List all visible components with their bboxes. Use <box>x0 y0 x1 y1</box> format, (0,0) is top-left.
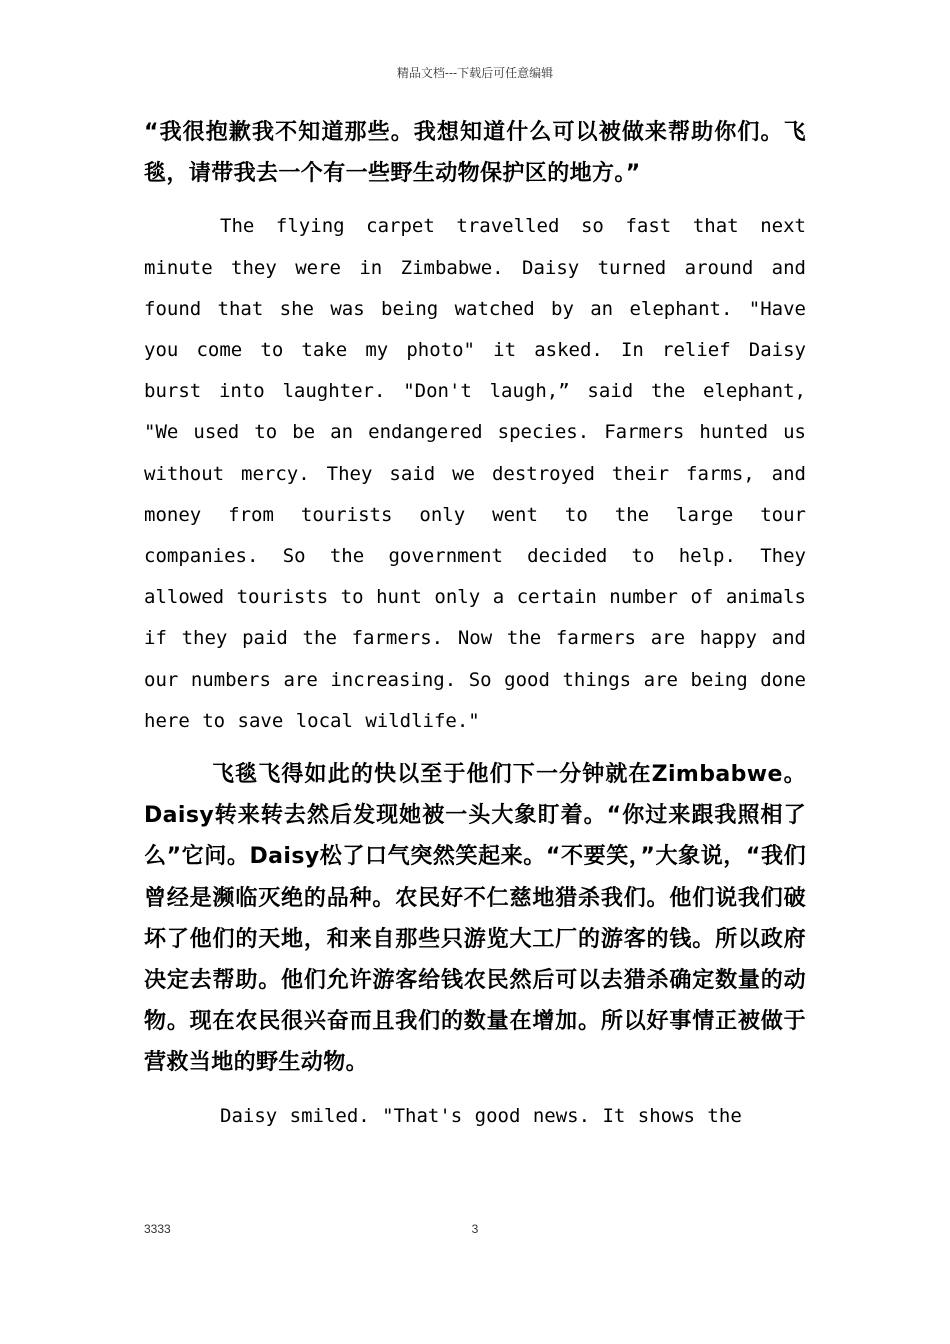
page-header: 精品文档---下载后可任意编辑 <box>396 66 554 80</box>
paragraph-english-2: Daisy smiled. "That's good news. It shows the <box>220 1104 742 1127</box>
footer-doc-id: 3333 <box>144 1222 171 1236</box>
document-body <box>144 112 806 1137</box>
paragraph-chinese-2: 飞毯飞得如此的快以至于他们下一分钟就在Zimbabwe。Daisy转来转去然后发现她被一头大象盯着。“你过来跟我照相了么”它问。Daisy松了口气突然笑起来。“不要笑，”大象说，“我们曾经是濒临灭绝的品种。农民好不仁慈地猎杀我们。他们说我们破坏了他们的天地，和来自那些只游览大工厂的游客的钱。所以政府决定去帮助。他们允许游客给钱农民然后可以去猎杀确定数量的动物。现在农民很兴奋而且我们的数量在增加。所以好事情正被做于营救当地的野生动物。 <box>144 762 806 1076</box>
page-number: 3 <box>471 1222 479 1236</box>
paragraph-chinese-1: “我很抱歉我不知道那些。我想知道什么可以被做来帮助你们。飞毯，请带我去一个有一些野生动物保护区的地方。” <box>144 120 806 187</box>
paragraph-english-1: The flying carpet travelled so fast that next minute they were in Zimbabwe. Daisy turned around and found that she was being watched by an elephant. "Have you come to take my photo" it asked. In relief Daisy burst into laughter. "Don't laugh,” said the elephant, "We used to be an endangered species. Farmers hunted us without mercy. They said we destroyed their farms, and money from tourists only went to the large tour companies. So the government decided to help. They allowed tourists to hunt only a certain number of animals if they paid the farmers. Now the farmers are happy and our numbers are increasing. So good things are being done here to save local wildlife." <box>144 215 806 732</box>
